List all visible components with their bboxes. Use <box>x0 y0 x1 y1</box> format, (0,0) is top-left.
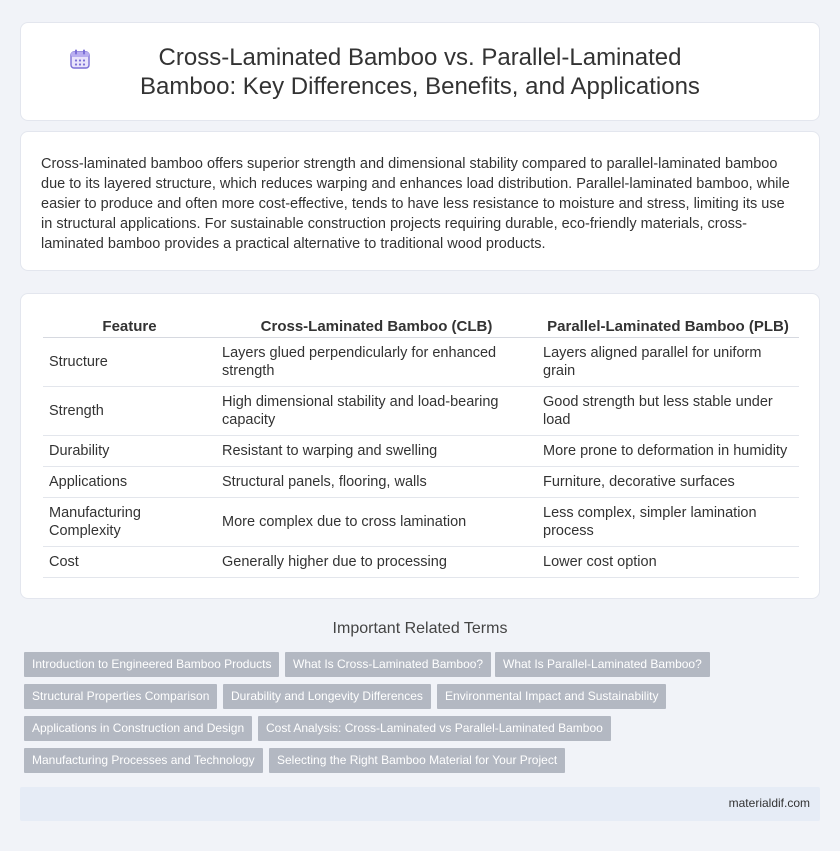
column-header-clb: Cross-Laminated Bamboo (CLB) <box>216 315 537 338</box>
related-tag[interactable]: Structural Properties Comparison <box>24 684 217 709</box>
table-cell: More prone to deformation in humidity <box>537 436 799 467</box>
comparison-card <box>20 293 820 599</box>
table-cell: Applications <box>43 467 216 498</box>
table-cell: Lower cost option <box>537 547 799 578</box>
table-cell: Furniture, decorative surfaces <box>537 467 799 498</box>
table-row <box>43 338 799 387</box>
footer <box>20 787 820 821</box>
table-cell: Less complex, simpler lamination process <box>537 498 799 547</box>
table-cell: Generally higher due to processing <box>216 547 537 578</box>
table-cell: Good strength but less stable under load <box>537 387 799 436</box>
site-name[interactable]: materialdif.com <box>728 796 810 810</box>
related-tag[interactable]: Applications in Construction and Design <box>24 716 252 741</box>
table-cell: Layers glued perpendicularly for enhanced strength <box>216 338 537 387</box>
table-cell: More complex due to cross lamination <box>216 498 537 547</box>
table-header-row <box>43 315 799 338</box>
comparison-table <box>43 315 799 578</box>
table-cell: Resistant to warping and swelling <box>216 436 537 467</box>
column-header-feature: Feature <box>43 315 216 338</box>
header-card <box>20 22 820 121</box>
related-tag[interactable]: Introduction to Engineered Bamboo Products <box>24 652 279 677</box>
related-tag[interactable]: Cost Analysis: Cross-Laminated vs Parallel-Laminated Bamboo <box>258 716 611 741</box>
table-row <box>43 387 799 436</box>
table-cell: Durability <box>43 436 216 467</box>
table-cell: Manufacturing Complexity <box>43 498 216 547</box>
table-cell: Strength <box>43 387 216 436</box>
related-tag[interactable]: Environmental Impact and Sustainability <box>437 684 666 709</box>
table-cell: Layers aligned parallel for uniform grain <box>537 338 799 387</box>
column-header-plb: Parallel-Laminated Bamboo (PLB) <box>537 315 799 338</box>
table-cell: Structural panels, flooring, walls <box>216 467 537 498</box>
related-tag[interactable]: Selecting the Right Bamboo Material for Your Project <box>269 748 565 773</box>
related-tag[interactable]: What Is Cross-Laminated Bamboo? <box>285 652 491 677</box>
related-terms-title: Important Related Terms <box>332 620 508 637</box>
page-title: Cross-Laminated Bamboo vs. Parallel-Laminated Bamboo: Key Differences, Benefits, and Applications <box>140 44 700 100</box>
table-row <box>43 498 799 547</box>
related-tag[interactable]: Manufacturing Processes and Technology <box>24 748 263 773</box>
table-cell: Cost <box>43 547 216 578</box>
table-cell: High dimensional stability and load-bearing capacity <box>216 387 537 436</box>
table-row <box>43 547 799 578</box>
intro-card <box>20 131 820 271</box>
intro-paragraph: Cross-laminated bamboo offers superior strength and dimensional stability compared to parallel-laminated bamboo due to its layered structure, which reduces warping and enhances load distribution. Parallel-laminated bamboo, while easier to produce and often more cost-effective, tends to have less resistance to moisture and stress, limiting its use in structural applications. For sustainable construction projects requiring durable, eco-friendly materials, cross-laminated bamboo provides a practical alternative to traditional wood products. <box>41 156 790 252</box>
related-tag[interactable]: What Is Parallel-Laminated Bamboo? <box>495 652 710 677</box>
table-cell: Structure <box>43 338 216 387</box>
table-row <box>43 467 799 498</box>
table-row <box>43 436 799 467</box>
related-tag[interactable]: Durability and Longevity Differences <box>223 684 431 709</box>
